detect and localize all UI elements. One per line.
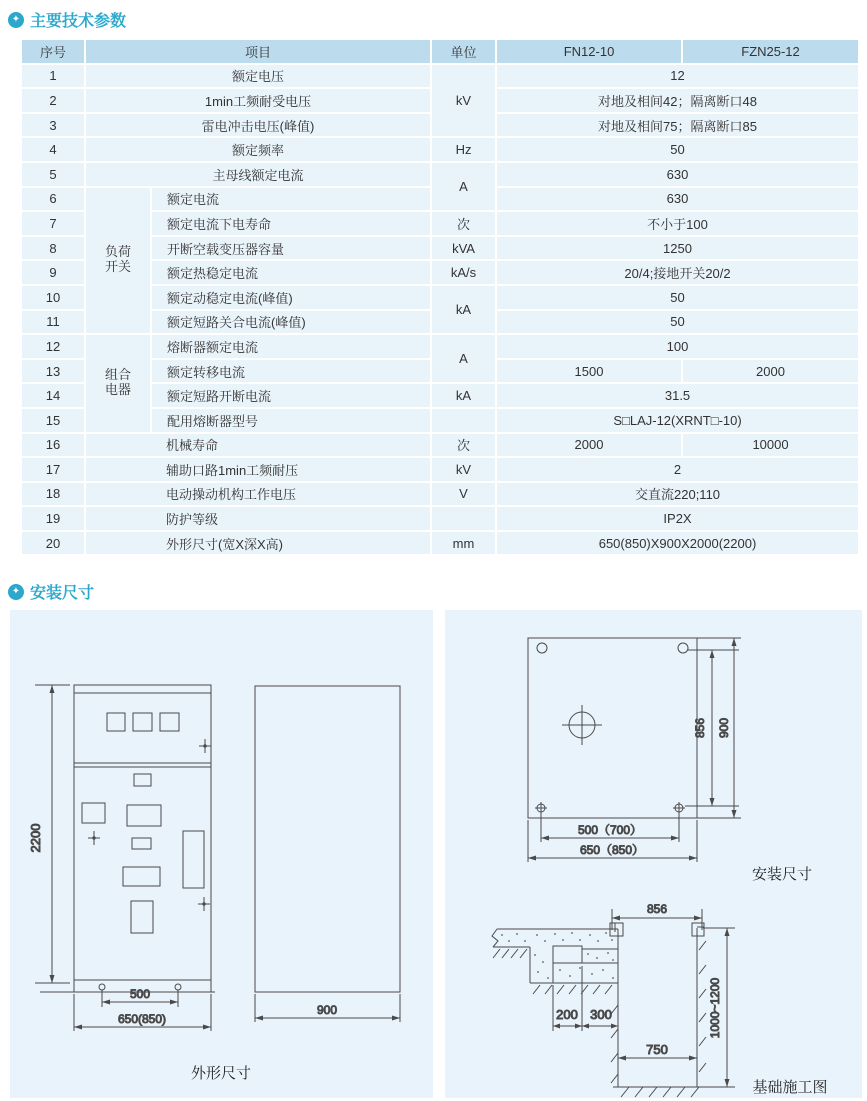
header-model2: FZN25-12 — [683, 40, 858, 63]
no-cell: 2 — [22, 89, 84, 112]
outline-dims-panel — [10, 610, 433, 1098]
item-cell: 额定电流下电寿命 — [152, 212, 430, 235]
value-cell: 50 — [497, 138, 858, 161]
value-cell: 630 — [497, 188, 858, 211]
dim-label-500-700: 500（700） — [577, 823, 643, 837]
outline-dims-drawing — [10, 610, 433, 1098]
unit-cell-empty — [432, 409, 495, 432]
foundation-section — [492, 902, 706, 1097]
table-row — [22, 458, 858, 481]
unit-cell-empty — [432, 507, 495, 530]
item-cell: 雷电冲击电压(峰值) — [86, 114, 430, 137]
value-cell: 650(850)X900X2000(2200) — [497, 532, 858, 555]
no-cell: 14 — [22, 384, 84, 407]
concrete-speckles — [501, 932, 614, 979]
unit-cell: kVA — [432, 237, 495, 260]
spec-table — [20, 38, 860, 556]
value-cell: 交直流220;110 — [497, 483, 858, 506]
mounting-caption: 安装尺寸 — [751, 866, 813, 883]
install-dims-drawing — [445, 610, 862, 1098]
dim-label-750: 750 — [646, 1042, 668, 1057]
dim-height-2200 — [28, 685, 70, 983]
item-cell: 外形尺寸(宽X深X高) — [86, 532, 430, 555]
table-row — [22, 335, 858, 358]
no-cell: 17 — [22, 458, 84, 481]
value-cell-model1: 1500 — [497, 360, 681, 383]
header-item: 项目 — [86, 40, 430, 63]
value-cell: 对地及相间75；隔离断口85 — [497, 114, 858, 137]
value-cell: 50 — [497, 286, 858, 309]
item-cell: 额定转移电流 — [152, 360, 430, 383]
no-cell: 7 — [22, 212, 84, 235]
dim-depth-900 — [255, 994, 400, 1022]
no-cell: 5 — [22, 163, 84, 186]
group-cell-load-switch: 负荷开关 — [86, 188, 150, 334]
header-unit: 单位 — [432, 40, 495, 63]
dim-label-650-850: 650（850） — [579, 843, 645, 857]
no-cell: 10 — [22, 286, 84, 309]
cabinet-front-view — [40, 685, 215, 992]
no-cell: 8 — [22, 237, 84, 260]
dim-label-856-top: 856 — [646, 902, 668, 916]
dim-foundation-750 — [618, 1042, 697, 1061]
unit-cell: A — [432, 163, 495, 210]
dim-hole-pitch-500 — [102, 987, 178, 1007]
dim-label-1000-1200: 1000~1200 — [708, 977, 722, 1039]
no-cell: 6 — [22, 188, 84, 211]
unit-cell: 次 — [432, 212, 495, 235]
value-cell: 对地及相间42；隔离断口48 — [497, 89, 858, 112]
no-cell: 1 — [22, 65, 84, 88]
item-cell: 额定电压 — [86, 65, 430, 88]
value-cell: 50 — [497, 311, 858, 334]
section-title-install-dims — [8, 580, 94, 603]
group-cell-combo-device: 组合电器 — [86, 335, 150, 431]
unit-cell: kV — [432, 458, 495, 481]
no-cell: 15 — [22, 409, 84, 432]
unit-cell: kA — [432, 286, 495, 333]
section-bullet-icon: ✦ — [8, 584, 24, 600]
value-cell-model2: 2000 — [683, 360, 858, 383]
no-cell: 4 — [22, 138, 84, 161]
section-title-tech-params — [8, 8, 126, 31]
dim-label-500: 500 — [129, 987, 151, 1001]
item-cell: 电动操动机构工作电压 — [86, 483, 430, 506]
no-cell: 20 — [22, 532, 84, 555]
value-cell: 31.5 — [497, 384, 858, 407]
dim-label-900: 900 — [316, 1003, 338, 1017]
value-cell: 630 — [497, 163, 858, 186]
value-cell: S□LAJ-12(XRNT□-10) — [497, 409, 858, 432]
header-no: 序号 — [22, 40, 84, 63]
item-cell: 额定动稳定电流(峰值) — [152, 286, 430, 309]
item-cell: 额定电流 — [152, 188, 430, 211]
unit-cell: 次 — [432, 434, 495, 457]
table-row — [22, 532, 858, 555]
dim-label-856: 856 — [693, 717, 707, 739]
item-cell: 机械寿命 — [86, 434, 430, 457]
unit-cell: kA/s — [432, 261, 495, 284]
item-cell: 主母线额定电流 — [86, 163, 430, 186]
value-cell: 1250 — [497, 237, 858, 260]
table-row — [22, 483, 858, 506]
section-title-text: 安装尺寸 — [30, 585, 95, 602]
unit-cell: kV — [432, 65, 495, 137]
value-cell: 20/4;接地开关20/2 — [497, 261, 858, 284]
no-cell: 9 — [22, 261, 84, 284]
no-cell: 13 — [22, 360, 84, 383]
item-cell: 配用熔断器型号 — [152, 409, 430, 432]
table-row — [22, 163, 858, 186]
value-cell: 100 — [497, 335, 858, 358]
dim-label-650-850: 650(850) — [117, 1012, 167, 1026]
unit-cell: V — [432, 483, 495, 506]
item-cell: 熔断器额定电流 — [152, 335, 430, 358]
no-cell: 19 — [22, 507, 84, 530]
table-row — [22, 507, 858, 530]
unit-cell: kA — [432, 384, 495, 407]
value-cell: IP2X — [497, 507, 858, 530]
no-cell: 12 — [22, 335, 84, 358]
cabinet-side-view — [255, 686, 400, 992]
header-model1: FN12-10 — [497, 40, 681, 63]
dim-foundation-depth — [702, 928, 735, 1087]
no-cell: 18 — [22, 483, 84, 506]
item-cell: 额定热稳定电流 — [152, 261, 430, 284]
table-header-row — [22, 40, 858, 63]
value-cell: 12 — [497, 65, 858, 88]
dim-label-200: 200 — [556, 1007, 578, 1022]
item-cell: 开断空载变压器容量 — [152, 237, 430, 260]
item-cell: 辅助口路1min工频耐压 — [86, 458, 430, 481]
item-cell: 额定短路关合电流(峰值) — [152, 311, 430, 334]
no-cell: 11 — [22, 311, 84, 334]
mounting-plan — [528, 638, 697, 818]
no-cell: 3 — [22, 114, 84, 137]
item-cell: 1min工频耐受电压 — [86, 89, 430, 112]
table-row — [22, 65, 858, 88]
foundation-caption: 基础施工图 — [752, 1079, 828, 1096]
outline-caption: 外形尺寸 — [190, 1065, 252, 1082]
value-cell-model2: 10000 — [683, 434, 858, 457]
value-cell: 不小于100 — [497, 212, 858, 235]
no-cell: 16 — [22, 434, 84, 457]
dim-label-300: 300 — [590, 1007, 612, 1022]
section-title-text: 主要技术参数 — [30, 13, 127, 30]
table-row — [22, 138, 858, 161]
item-cell: 额定短路开断电流 — [152, 384, 430, 407]
section-bullet-icon: ✦ — [8, 12, 24, 28]
install-dims-panel — [445, 610, 862, 1098]
value-cell: 2 — [497, 458, 858, 481]
dim-label-900: 900 — [717, 717, 731, 739]
dim-label-2200: 2200 — [28, 823, 43, 853]
item-cell: 防护等级 — [86, 507, 430, 530]
unit-cell: A — [432, 335, 495, 382]
dim-foundation-steps — [553, 966, 618, 1031]
table-row — [22, 434, 858, 457]
unit-cell: mm — [432, 532, 495, 555]
item-cell: 额定频率 — [86, 138, 430, 161]
value-cell-model1: 2000 — [497, 434, 681, 457]
unit-cell: Hz — [432, 138, 495, 161]
